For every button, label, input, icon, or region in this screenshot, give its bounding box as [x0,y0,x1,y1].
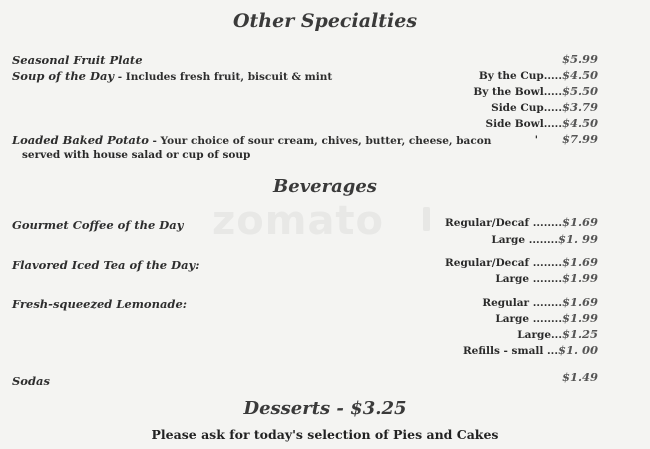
price-fruit-plate [562,52,598,66]
item-name: Soup of the Day [12,69,115,83]
price: $7.99 [561,132,598,146]
price: $1. 00 [557,343,598,357]
item-fruit-plate [12,53,143,67]
item-name: Seasonal Fruit Plate [12,53,143,67]
item-iced-tea [12,258,199,272]
option-coffee-regular [445,215,598,229]
mark: ' [534,134,538,146]
option-lemonade-regular [482,295,598,309]
item-lemonade [12,297,187,311]
price: $1.69 [561,255,598,269]
option-coffee-large [491,232,598,246]
option-label: Regular/Decaf ........ [445,257,562,269]
item-name: Loaded Baked Potato [12,133,149,147]
price: $1.99 [561,311,598,325]
price: $1. 99 [557,232,598,246]
price: $1.99 [561,271,598,285]
item-coffee [12,218,183,232]
price-potato [535,132,598,146]
item-potato-description-2: served with house salad or cup of soup [22,149,251,161]
item-name: Fresh-squeezed Lemonade: [12,297,188,311]
option-label: Large ........ [495,313,562,325]
section-title-beverages: Beverages [273,176,377,197]
option-label: Side Cup..... [491,102,562,114]
option-lemonade-large [495,311,598,325]
item-description: - Includes fresh fruit, biscuit & mint [114,71,333,83]
option-label: Large... [517,329,562,341]
price: $4.50 [561,68,598,82]
option-lemonade-large-2 [517,327,598,341]
option-soup-side-cup [491,100,598,114]
item-name: Gourmet Coffee of the Day [12,218,184,232]
option-iced-tea-large [495,271,598,285]
option-label: Side Bowl..... [485,118,562,130]
item-description: - Your choice of sour cream, chives, butter, cheese, bacon [148,135,492,147]
option-soup-cup [479,68,598,82]
option-iced-tea-regular [445,255,598,269]
price-sodas [562,370,598,384]
option-label: Large ........ [491,234,558,246]
price: $1.25 [561,327,598,341]
option-soup-bowl [473,84,598,98]
option-soup-side-bowl [486,116,598,130]
item-sodas [12,374,50,388]
price: $5.50 [561,84,598,98]
price: $3.79 [561,100,598,114]
option-label: By the Cup..... [478,70,562,82]
option-label: Regular ........ [482,297,562,309]
option-lemonade-refills [463,343,598,357]
option-label: By the Bowl..... [473,86,562,98]
price: $1.49 [561,370,598,384]
option-label: Refills - small ... [462,345,558,357]
item-name: Sodas [12,374,50,388]
price: $1.69 [561,295,598,309]
item-name: Flavored Iced Tea of the Day: [12,258,200,272]
watermark: zomato [212,198,385,244]
watermark-mark [423,207,430,231]
item-soup [12,69,332,83]
price: $1.69 [561,215,598,229]
option-label: Large ........ [495,273,562,285]
section-title-desserts: Desserts - $3.25 [243,398,407,419]
section-title-specialties: Other Specialties [232,10,418,32]
price: $5.99 [561,52,598,66]
desserts-note: Please ask for today's selection of Pies and Cakes [151,427,499,442]
item-potato [12,133,491,147]
price: $4.50 [561,116,598,130]
option-label: Regular/Decaf ........ [445,217,562,229]
